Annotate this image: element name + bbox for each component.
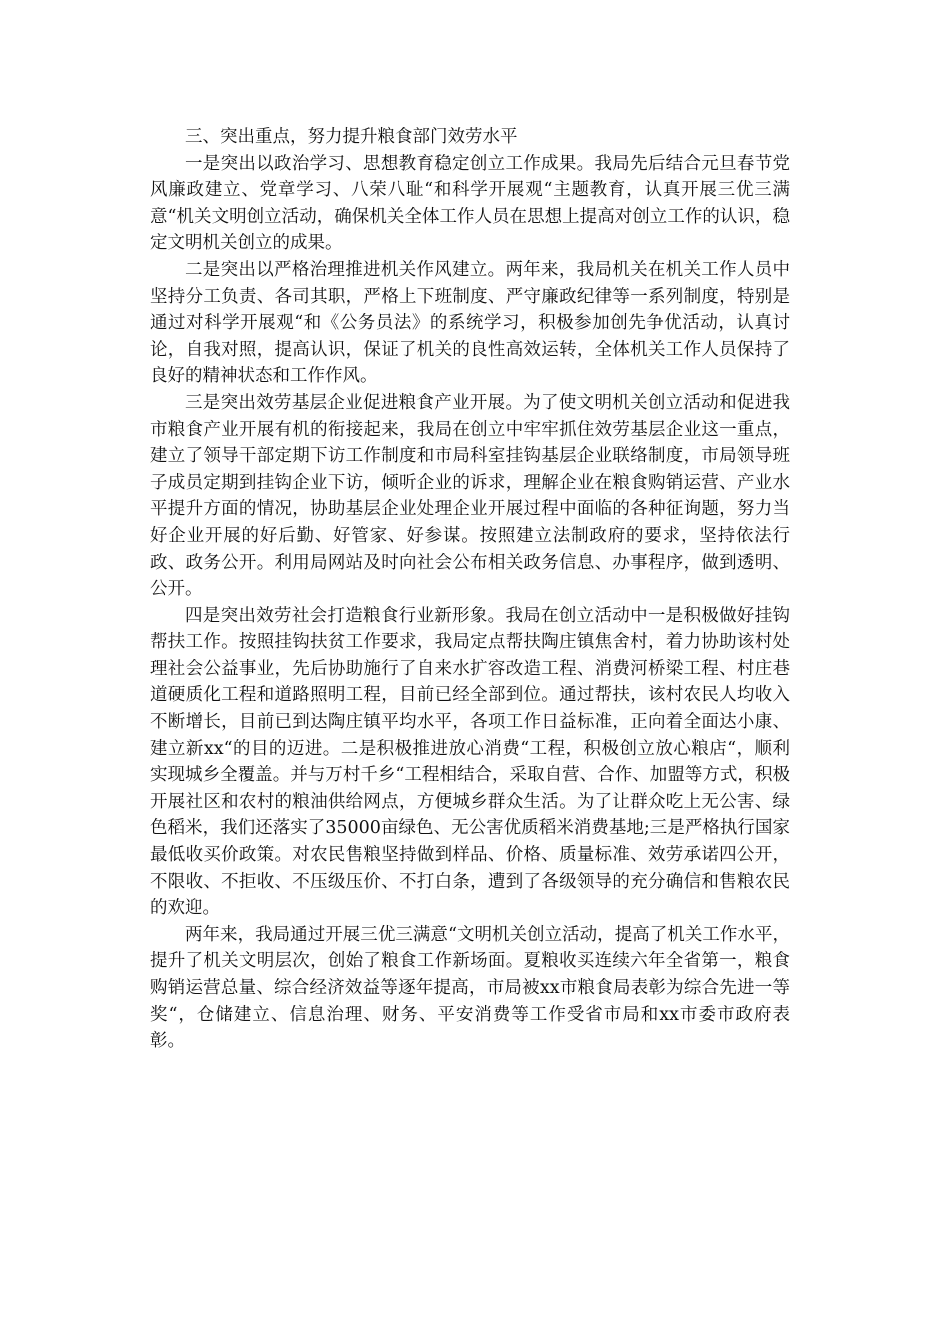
paragraph-summary: 两年来，我局通过开展三优三满意“文明机关创立活动，提高了机关工作水平，提升了机关文明层次，创始了粮食工作新场面。夏粮收买连续六年全省第一，粮食购销运营总量、综合经济效益等逐年提高，市局被xx市粮食局表彰为综合先进一等奖“，仓储建立、信息治理、财务、平安消费等工作受省市局和xx市委市政府表彰。 — [150, 924, 790, 1052]
paragraph-enterprise-service: 三是突出效劳基层企业促进粮食产业开展。为了使文明机关创立活动和促进我市粮食产业开展有机的衔接起来，我局在创立中牢牢抓住效劳基层企业这一重点，建立了领导干部定期下访工作制度和市局科室挂钩基层企业联络制度，市局领导班子成员定期到挂钩企业下访，倾听企业的诉求，理解企业在粮食购销运营、产业水平提升方面的情况，协助基层企业处理企业开展过程中面临的各种征询题，努力当好企业开展的好后勤、好管家、好参谋。按照建立法制政府的要求，坚持依法行政、政务公开。利用局网站及时向社会公布相关政务信息、办事程序，做到透明、公开。 — [150, 392, 790, 600]
paragraph-political-study: 一是突出以政治学习、思想教育稳定创立工作成果。我局先后结合元旦春节党风廉政建立、党章学习、八荣八耻“和科学开展观“主题教育，认真开展三优三满意“机关文明创立活动，确保机关全体工作人员在思想上提高对创立工作的认识，稳定文明机关创立的成果。 — [150, 153, 790, 254]
section-heading: 三、突出重点，努力提升粮食部门效劳水平 — [185, 127, 518, 147]
document-body — [150, 124, 790, 1055]
paragraph-social-service: 四是突出效劳社会打造粮食行业新形象。我局在创立活动中一是积极做好挂钩帮扶工作。按照挂钩扶贫工作要求，我局定点帮扶陶庄镇焦舍村，着力协助该村处理社会公益事业，先后协助施行了自来水扩容改造工程、消费河桥梁工程、村庄巷道硬质化工程和道路照明工程，目前已经全部到位。通过帮扶，该村农民人均收入不断增长，目前已到达陶庄镇平均水平，各项工作日益标准，正向着全面达小康、建立新xx“的目的迈进。二是积极推进放心消费“工程，积极创立放心粮店“，顺利实现城乡全覆盖。并与万村千乡“工程相结合，采取自营、合作、加盟等方式，积极开展社区和农村的粮油供给网点，方便城乡群众生活。为了让群众吃上无公害、绿色稻米，我们还落实了35000亩绿色、无公害优质稻米消费基地;三是严格执行国家最低收买价政策。对农民售粮坚持做到样品、价格、质量标准、效劳承诺四公开，不限收、不拒收、不压级压价、不打白条，遭到了各级领导的充分确信和售粮农民的欢迎。 — [150, 605, 790, 919]
paragraph-work-style: 二是突出以严格治理推进机关作风建立。两年来，我局机关在机关工作人员中坚持分工负责、各司其职，严格上下班制度、严守廉政纪律等一系列制度，特别是通过对科学开展观“和《公务员法》的系统学习，积极参加创先争优活动，认真讨论，自我对照，提高认识，保证了机关的良性高效运转，全体机关工作人员保持了良好的精神状态和工作作风。 — [150, 259, 790, 387]
